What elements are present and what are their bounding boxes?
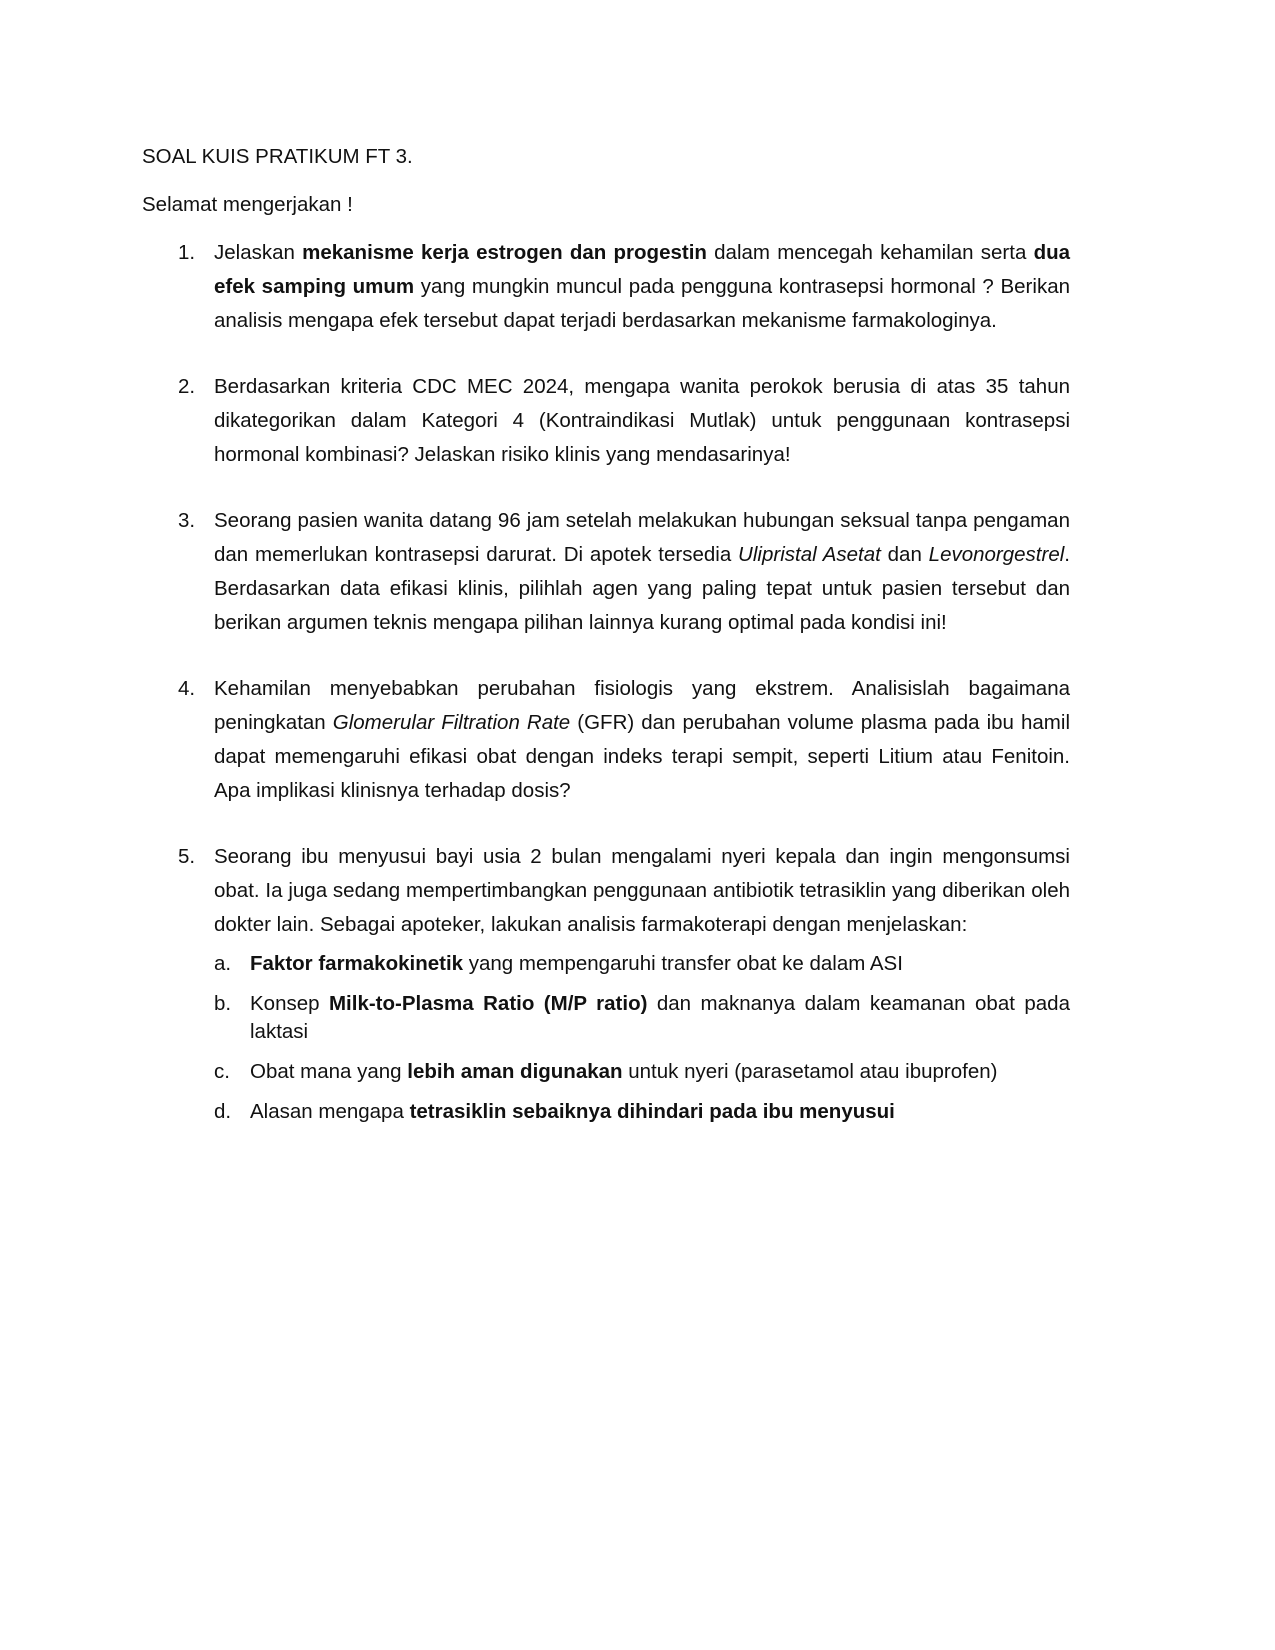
italic-segment: Ulipristal Asetat [738,543,881,566]
sub-question-letter: c. [214,1060,230,1083]
question-item [142,672,1070,808]
bold-segment: tetrasiklin sebaiknya dihindari pada ibu menyusui [409,1100,895,1123]
text-segment: untuk nyeri (parasetamol atau ibuprofen) [622,1060,998,1083]
text-segment: Seorang pasien wanita datang 96 jam setelah melakukan hubungan seksual tanpa pengaman dan memerlukan kontrasepsi darurat. Di apotek tersedia [214,509,1070,566]
sub-question-letter: d. [214,1100,232,1123]
text-segment: dan maknanya dalam keamanan obat pada laktasi [250,992,1070,1043]
question-item [142,504,1070,640]
sub-question-item [214,1098,1070,1126]
text-segment: Jelaskan [214,241,303,264]
question-list [142,236,1070,1126]
text-segment: yang mempengaruhi transfer obat ke dalam ASI [463,952,903,975]
bold-segment: lebih aman digunakan [407,1060,623,1083]
question-number: 3. [178,509,196,532]
bold-segment: Milk-to-Plasma Ratio (M/P ratio) [328,992,648,1015]
question-number: 5. [178,845,196,868]
question-text [214,509,1070,634]
bold-segment: mekanisme kerja estrogen dan progestin [302,241,707,264]
question-text [214,241,1070,332]
question-item [142,236,1070,338]
italic-segment: Levonorgestrel [928,543,1065,566]
text-segment: Konsep [250,992,329,1015]
question-text [214,375,1070,466]
question-number: 4. [178,677,196,700]
sub-question-list [214,950,1070,1126]
sub-question-letter: b. [214,992,232,1015]
sub-question-item [214,950,1070,978]
greeting-text: Selamat mengerjakan ! [142,193,353,216]
text-segment: Obat mana yang [250,1060,408,1083]
bold-segment: dua efek samping umum [214,241,1071,298]
question-item [142,840,1070,1126]
sub-question-item [214,1058,1070,1086]
document-title: SOAL KUIS PRATIKUM FT 3. [142,145,413,168]
text-segment: dan [880,543,929,566]
text-segment: Seorang ibu menyusui bayi usia 2 bulan mengalami nyeri kepala dan ingin mengonsumsi obat. Ia juga sedang mempertimbangkan penggunaan antibiotik tetrasiklin yang diberikan oleh dokter lain. Sebagai apoteker, lakukan analisis farmakoterapi dengan menjelaskan: [214,845,1070,936]
text-segment: Berdasarkan kriteria CDC MEC 2024, mengapa wanita perokok berusia di atas 35 tahun dikategorikan dalam Kategori 4 (Kontraindikasi Mutlak) untuk penggunaan kontrasepsi hormonal kombinasi? Jelaskan risiko klinis yang mendasarinya! [214,375,1070,466]
italic-segment: Glomerular Filtration Rate [332,711,571,734]
document-page [142,140,1070,1158]
question-number: 2. [178,375,196,398]
bold-segment: Faktor farmakokinetik [250,952,464,975]
sub-question-item [214,990,1070,1046]
text-segment: yang mungkin muncul pada pengguna kontrasepsi hormonal ? Berikan analisis mengapa efek tersebut dapat terjadi berdasarkan mekanisme farmakologinya. [214,275,1070,332]
question-item [142,370,1070,472]
text-segment: Alasan mengapa [250,1100,410,1123]
question-text [214,845,1070,936]
text-segment: . Berdasarkan data efikasi klinis, pilihlah agen yang paling tepat untuk pasien tersebut dan berikan argumen teknis mengapa pilihan lainnya kurang optimal pada kondisi ini! [214,543,1070,634]
text-segment: (GFR) dan perubahan volume plasma pada ibu hamil dapat memengaruhi efikasi obat dengan indeks terapi sempit, seperti Litium atau Fenitoin. Apa implikasi klinisnya terhadap dosis? [214,711,1070,802]
question-number: 1. [178,241,196,264]
sub-question-letter: a. [214,952,232,975]
text-segment: dalam mencegah kehamilan serta [706,241,1034,264]
text-segment: Kehamilan menyebabkan perubahan fisiologis yang ekstrem. Analisislah bagaimana peningkatan [214,677,1070,734]
question-text [214,677,1070,802]
